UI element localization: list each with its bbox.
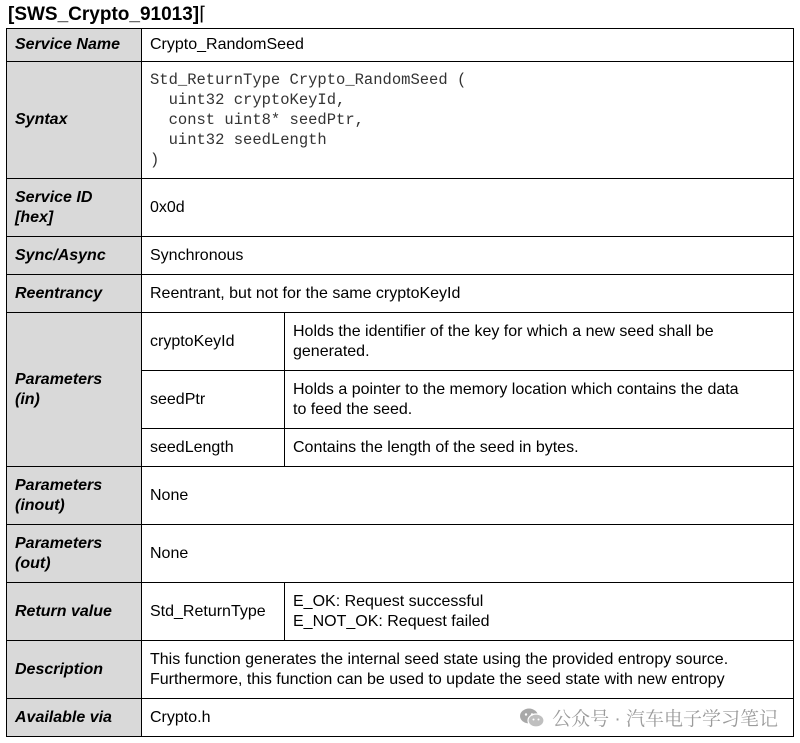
row-parameters-out [7,525,794,583]
requirement-open-mark: ⌈ [199,4,207,25]
label-service-id [7,179,142,237]
value-available-via: Crypto.h [142,699,794,737]
watermark-text: 公众号 · 汽车电子学习笔记 [552,709,778,730]
row-param-in-1 [7,313,794,371]
label-parameters-inout [7,467,142,525]
label-parameters-in-line2: (in) [15,390,40,408]
value-description [142,641,794,699]
label-parameters-out [7,525,142,583]
syntax-line: uint32 seedLength [150,131,327,149]
param-name: seedLength [142,429,285,467]
param-description [285,371,794,429]
wechat-icon [519,707,545,729]
label-available-via: Available via [7,699,142,737]
label-return-value: Return value [7,583,142,641]
label-description: Description [7,641,142,699]
row-return-value [7,583,794,641]
return-description-line: E_OK: Request successful [293,592,484,610]
label-syntax: Syntax [7,62,142,179]
requirement-id [8,3,207,27]
label-service-id-line1: Service ID [15,188,93,206]
value-sync-async: Synchronous [142,237,794,275]
return-description [285,583,794,641]
value-syntax [142,62,794,179]
value-parameters-out: None [142,525,794,583]
return-description-line: E_NOT_OK: Request failed [293,612,490,630]
value-parameters-inout: None [142,467,794,525]
label-parameters-inout-line1: Parameters [15,476,103,494]
label-parameters-out-line2: (out) [15,554,51,572]
row-service-id [7,179,794,237]
label-parameters-out-line1: Parameters [15,534,103,552]
param-name: seedPtr [142,371,285,429]
param-name: cryptoKeyId [142,313,285,371]
label-service-id-line2: [hex] [15,208,54,226]
return-type: Std_ReturnType [142,583,285,641]
syntax-line: uint32 cryptoKeyId, [150,91,346,109]
syntax-line: ) [150,151,160,169]
label-reentrancy: Reentrancy [7,275,142,313]
param-description-line: to feed the seed. [293,400,413,418]
param-description: Contains the length of the seed in bytes. [285,429,794,467]
watermark [519,704,778,731]
label-service-name: Service Name [7,29,142,62]
syntax-line: Std_ReturnType Crypto_RandomSeed ( [150,71,467,89]
param-description [285,313,794,371]
label-parameters-in-line1: Parameters [15,370,103,388]
value-service-name: Crypto_RandomSeed [142,29,794,62]
row-sync-async [7,237,794,275]
value-service-id: 0x0d [142,179,794,237]
description-line: This function generates the internal seed state using the provided entropy source. [150,650,729,668]
value-reentrancy: Reentrant, but not for the same cryptoKeyId [142,275,794,313]
description-line: Furthermore, this function can be used to update the seed state with new entropy [150,670,725,688]
syntax-line: const uint8* seedPtr, [150,111,364,129]
label-sync-async: Sync/Async [7,237,142,275]
row-reentrancy [7,275,794,313]
row-service-name [7,29,794,62]
label-parameters-inout-line2: (inout) [15,496,65,514]
service-spec-table [6,28,794,737]
label-parameters-in [7,313,142,467]
requirement-id-text: [SWS_Crypto_91013] [8,4,200,25]
param-description-line: generated. [293,342,370,360]
row-parameters-inout [7,467,794,525]
row-syntax [7,62,794,179]
row-description [7,641,794,699]
param-description-line: Holds the identifier of the key for which a new seed shall be [293,322,714,340]
param-description-line: Holds a pointer to the memory location which contains the data [293,380,739,398]
